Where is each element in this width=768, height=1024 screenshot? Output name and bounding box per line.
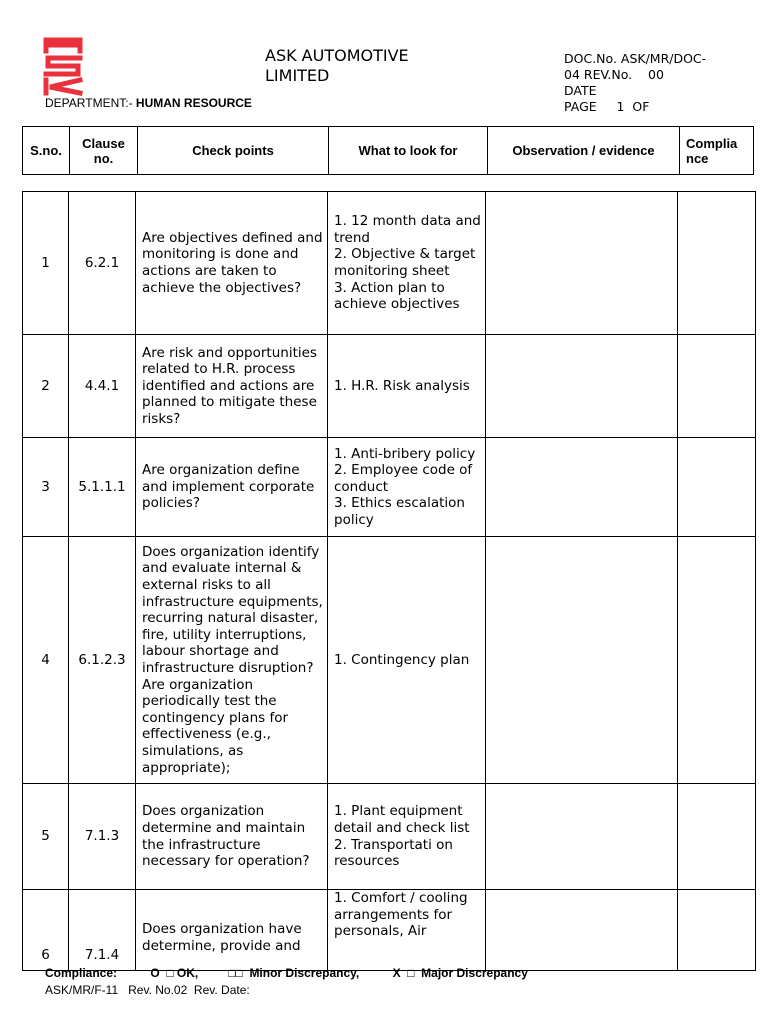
row-compliance[interactable]: [678, 784, 756, 890]
row-sno: 2: [23, 335, 69, 438]
col-clause-line1: Clause: [82, 135, 125, 151]
look-item: 1. Plant equipment detail and check list: [334, 803, 470, 836]
checklist-header-table: [22, 126, 754, 175]
table-row: [23, 537, 756, 784]
department-value: HUMAN RESOURCE: [135, 96, 252, 110]
form-reference: ASK/MR/F-11 Rev. No.02 Rev. Date:: [45, 983, 250, 997]
table-row: [23, 890, 756, 971]
table-row: [23, 438, 756, 537]
row-check-point: Are organization define and implement corporate policies?: [136, 438, 328, 537]
row-check-point: Does organization identify and evaluate internal & external risks to all infrastructure equipments, recurring natural disaster, fire, utility interruptions, labour shortage and infrastructure disruption? Are organization periodically test the contingency plans for effectiveness (e.g., simulations, as appropriate);: [136, 537, 328, 784]
doc-number: DOC.No. ASK/MR/DOC-: [564, 51, 707, 66]
table-row: [23, 335, 756, 438]
look-item: 2. Transportati on resources: [334, 836, 453, 870]
row-observation[interactable]: [486, 784, 678, 890]
col-compliance-line2: nce: [686, 150, 709, 166]
row-check-point: Does organization determine and maintain the infrastructure necessary for operation?: [136, 784, 328, 890]
look-item: 3. Action plan to achieve objectives: [334, 279, 460, 313]
row-clause: 5.1.1.1: [69, 438, 136, 537]
page-number: PAGE 1 OF: [564, 99, 650, 114]
row-look-for: [328, 192, 486, 335]
row-compliance[interactable]: [678, 335, 756, 438]
look-item: 1. Comfort / cooling arrangements for personals, Air: [334, 890, 468, 940]
company-logo: [42, 34, 86, 96]
table-row: [23, 192, 756, 335]
department-line: [45, 96, 252, 110]
row-clause: 6.2.1: [69, 192, 136, 335]
look-item: 1. 12 month data and trend: [334, 213, 481, 246]
look-item: 1. Anti-bribery policy: [334, 445, 476, 462]
row-compliance[interactable]: [678, 192, 756, 335]
row-check-point: Are objectives defined and monitoring is done and actions are taken to achieve the objectives?: [136, 192, 328, 335]
col-check-points: Check points: [138, 127, 329, 175]
company-name-line1: ASK AUTOMOTIVE: [265, 46, 409, 65]
row-observation[interactable]: [486, 335, 678, 438]
look-item: 3. Ethics escalation policy: [334, 495, 465, 528]
look-item: 1. H.R. Risk analysis: [334, 377, 470, 394]
row-observation[interactable]: [486, 438, 678, 537]
col-compliance: [680, 127, 754, 175]
header-row: [23, 127, 754, 175]
col-observation: Observation / evidence: [488, 127, 680, 175]
checklist-table: [22, 191, 756, 971]
row-observation[interactable]: [486, 890, 678, 971]
row-clause: 6.1.2.3: [69, 537, 136, 784]
look-item: 2. Employee code of conduct: [334, 462, 473, 495]
row-check-point: Does organization have determine, provide and: [136, 890, 328, 971]
row-look-for: [328, 438, 486, 537]
col-clause-line2: no.: [93, 150, 114, 166]
company-name-line2: LIMITED: [265, 66, 330, 85]
row-look-for: [328, 537, 486, 784]
compliance-legend: Compliance: O □ OK, □□ Minor Discrepancy, X □ Major Discrepancy: [45, 966, 528, 980]
doc-date: DATE: [564, 83, 597, 98]
row-compliance[interactable]: [678, 890, 756, 971]
row-sno: 5: [23, 784, 69, 890]
row-look-for: [328, 335, 486, 438]
row-clause: 7.1.3: [69, 784, 136, 890]
row-observation[interactable]: [486, 537, 678, 784]
look-item: 1. Contingency plan: [334, 651, 470, 668]
table-row: [23, 784, 756, 890]
col-what-to-look-for: What to look for: [329, 127, 488, 175]
row-clause: 4.4.1: [69, 335, 136, 438]
row-sno: 1: [23, 192, 69, 335]
row-clause: 7.1.4: [69, 890, 136, 971]
row-look-for: [328, 784, 486, 890]
col-sno: S.no.: [23, 127, 70, 175]
col-compliance-line1: Complia: [686, 135, 738, 151]
row-compliance[interactable]: [678, 537, 756, 784]
row-sno: 4: [23, 537, 69, 784]
department-label: DEPARTMENT:-: [45, 96, 133, 110]
row-observation[interactable]: [486, 192, 678, 335]
row-compliance[interactable]: [678, 438, 756, 537]
col-clause: [70, 127, 138, 175]
document-info: [564, 51, 706, 115]
look-item: 2. Objective & target monitoring sheet: [334, 246, 476, 279]
rev-number: 04 REV.No. 00: [564, 67, 664, 82]
row-check-point: Are risk and opportunities related to H.R. process identified and actions are planned to mitigate these risks?: [136, 335, 328, 438]
row-look-for: [328, 890, 486, 971]
company-name: [265, 46, 409, 86]
row-sno: 3: [23, 438, 69, 537]
row-sno: 6: [23, 890, 69, 971]
